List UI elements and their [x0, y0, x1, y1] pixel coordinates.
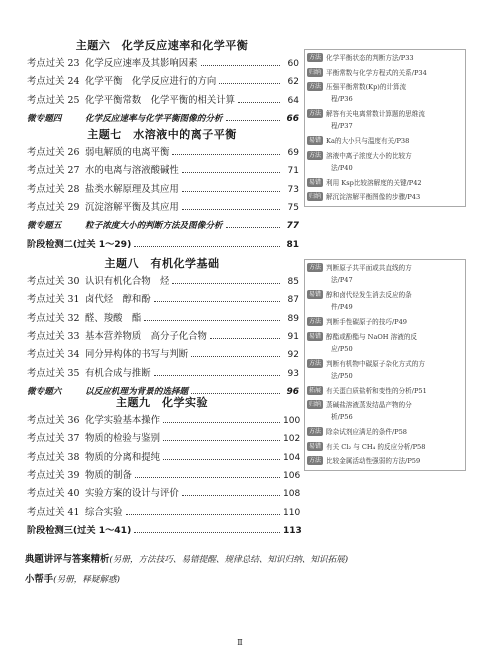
toc-code: 考点过关 36 [27, 415, 80, 426]
footer-helper-note: (另册，释疑解惑) [53, 575, 121, 585]
toc-row[interactable] [27, 484, 299, 499]
footer-answers-note: (另册，方法技巧、易错提醒、规律总结、知识归纳、知识拓展) [109, 555, 349, 565]
toc-row[interactable] [27, 72, 299, 87]
note-tag-badge: 方法 [309, 110, 322, 117]
toc-page-number: 75 [287, 202, 299, 213]
leader-dots [134, 245, 280, 247]
toc-special-row[interactable] [27, 216, 299, 231]
toc-code: 考点过关 30 [27, 276, 80, 287]
note-tag-badge: 方法 [309, 457, 322, 464]
leader-dots [163, 421, 280, 423]
toc-row[interactable] [27, 143, 299, 158]
footer-answers-line [25, 551, 348, 565]
toc-page-number: 92 [287, 350, 299, 361]
toc-title: 认识有机化合物 烃 [85, 276, 170, 287]
toc-code: 考点过关 31 [27, 294, 80, 306]
note-tag-badge: 方法 [309, 318, 322, 325]
note-text: 有关蛋白质盐析和变性的分析/P51 [326, 386, 427, 395]
toc-stage-row[interactable] [27, 521, 302, 536]
toc-row[interactable] [27, 448, 299, 463]
toc-row[interactable] [27, 198, 299, 213]
leader-dots [238, 101, 280, 103]
toc-title: 物质的检验与鉴别 [85, 433, 161, 445]
toc-row[interactable] [27, 54, 299, 69]
leader-dots [182, 171, 280, 173]
toc-page-number: 62 [287, 77, 299, 88]
toc-code: 微专题五 [27, 221, 62, 232]
footer-answers-title: 典题讲评与答案精析 [25, 554, 110, 565]
note-tag-badge: 易错 [309, 442, 322, 450]
footer-helper-line [25, 571, 120, 585]
leader-dots [210, 337, 280, 339]
toc-row[interactable] [27, 309, 299, 324]
note-text-continued: 程/P36 [331, 95, 353, 103]
toc-special-row[interactable] [27, 109, 299, 124]
toc-page-number: 69 [287, 148, 299, 158]
leader-dots [163, 439, 280, 441]
leader-dots [226, 119, 280, 121]
leader-dots [172, 153, 280, 155]
toc-page-number: 96 [286, 386, 299, 397]
note-tag-badge: 方法 [309, 264, 322, 271]
note-text: 化学平衡状态的判断方法/P33 [326, 54, 414, 62]
leader-dots [154, 374, 280, 376]
toc-code: 考点过关 33 [27, 330, 80, 342]
toc-row[interactable] [27, 429, 299, 444]
leader-dots [219, 82, 280, 84]
toc-code: 考点过关 32 [27, 312, 80, 324]
note-tag-badge: 方法 [309, 428, 322, 435]
toc-code: 考点过关 38 [27, 451, 80, 463]
toc-code: 阶段检测三(过关 1～41) [27, 524, 132, 536]
toc-page-number: 91 [287, 331, 299, 342]
page-number: Ⅱ [237, 638, 243, 647]
toc-page-number: 60 [287, 59, 299, 69]
toc-page-number: 64 [287, 95, 299, 106]
toc-row[interactable] [27, 91, 299, 106]
toc-code: 微专题六 [27, 386, 62, 397]
note-tag-badge: 归纳 [309, 401, 322, 408]
toc-row[interactable] [27, 411, 299, 426]
toc-row[interactable] [27, 161, 299, 176]
leader-dots [191, 355, 280, 357]
toc-title: 水的电离与溶液酸碱性 [85, 165, 179, 177]
notes-box-frame [304, 49, 466, 207]
note-tag-badge: 拓展 [309, 386, 322, 394]
leader-dots [135, 476, 280, 478]
toc-page-number: 93 [287, 368, 299, 379]
toc-title: 物质的制备 [85, 469, 132, 481]
toc-row[interactable] [27, 272, 299, 287]
toc-code: 考点过关 24 [27, 76, 80, 88]
toc-code: 考点过关 23 [27, 58, 80, 69]
note-tag-badge: 易错 [309, 178, 322, 186]
note-text-continued: 件/P49 [331, 303, 353, 311]
toc-page-number: 106 [283, 470, 301, 481]
leader-dots [144, 319, 280, 321]
leader-dots [182, 208, 280, 210]
toc-code: 考点过关 37 [27, 433, 80, 445]
toc-title: 沉淀溶解平衡及其应用 [85, 201, 179, 213]
toc-title: 基本营养物质 高分子化合物 [85, 330, 207, 342]
note-text-continued: 法/P47 [331, 276, 353, 284]
leader-dots [134, 531, 280, 533]
toc-page-number: 104 [283, 452, 301, 463]
toc-code: 考点过关 27 [27, 165, 80, 177]
toc-row[interactable] [27, 466, 299, 481]
note-text: 解沉淀溶解平衡图像的步骤/P43 [326, 193, 421, 201]
toc-page-number: 66 [286, 113, 299, 124]
note-text-continued: 法/P50 [331, 371, 353, 380]
footer-helper-title: 小帮手 [25, 574, 54, 585]
toc-page-number: 85 [287, 277, 299, 287]
note-tag-badge: 易错 [309, 291, 322, 298]
toc-code: 考点过关 26 [27, 147, 80, 158]
toc-code: 考点过关 34 [27, 349, 80, 361]
note-text: 除杂试剂应满足的条件/P58 [326, 428, 408, 436]
note-tag-badge: 归纳 [309, 68, 322, 76]
toc-row[interactable] [27, 364, 299, 379]
note-text: 醇酯或酚酯与 NaOH 溶液的反 [326, 332, 418, 341]
toc-code: 考点过关 28 [27, 183, 80, 195]
toc-code: 考点过关 40 [27, 488, 80, 500]
note-text-continued: 法/P40 [331, 163, 353, 172]
toc-title: 物质的分离和提纯 [85, 451, 161, 463]
toc-code: 考点过关 41 [27, 506, 80, 518]
toc-title: 以反应机理为背景的选择题 [85, 386, 189, 397]
toc-code: 考点过关 25 [27, 94, 80, 106]
note-text: 有关 Cl₂ 与 CH₄ 的反应分析/P58 [326, 442, 426, 451]
notes-box-frame [304, 259, 466, 471]
toc-title: 综合实验 [85, 506, 123, 518]
toc-title: 卤代烃 醇和酚 [85, 294, 151, 306]
toc-code: 考点过关 35 [27, 367, 80, 379]
toc-page-number: 113 [283, 525, 302, 536]
toc-stage-row[interactable] [27, 235, 299, 250]
toc-page-number: 108 [283, 489, 301, 500]
toc-page-number: 87 [287, 295, 299, 306]
note-text: 平衡常数与化学方程式的关系/P34 [326, 68, 427, 77]
note-text: 醇和卤代烃发生消去反应的条 [326, 291, 412, 299]
toc-row[interactable] [27, 327, 299, 342]
toc-title: 粒子浓度大小的判断方法及图像分析 [85, 221, 223, 232]
note-text: 溶液中离子浓度大小的比较方 [326, 151, 412, 160]
note-text: 利用 Ksp比较溶解度的关键/P42 [326, 178, 422, 187]
toc-title: 化学平衡常数 化学平衡的相关计算 [85, 94, 236, 106]
toc-title: 实验方案的设计与评价 [85, 488, 179, 500]
toc-title: 化学实验基本操作 [85, 415, 161, 426]
toc-title: 同分异构体的书写与判断 [85, 349, 189, 361]
note-tag-badge: 易错 [309, 137, 322, 144]
note-tag-badge: 方法 [309, 54, 322, 61]
leader-dots [126, 513, 280, 515]
toc-row[interactable] [27, 180, 299, 195]
note-text: 解答有关电离常数计算题的思维流 [326, 110, 425, 118]
note-tag-badge: 易错 [309, 332, 322, 340]
note-tag-badge: 方法 [309, 151, 322, 159]
toc-page-number: 110 [283, 507, 301, 518]
toc-title: 化学平衡 化学反应进行的方向 [85, 76, 217, 88]
note-text: 蒸碱盐溶液蒸发结晶产物的分 [326, 401, 412, 409]
toc-code: 考点过关 29 [27, 201, 80, 213]
toc-page-number: 100 [283, 416, 301, 426]
note-text: Ka的大小只与温度有关/P38 [326, 137, 410, 145]
note-text-continued: 程/P37 [331, 122, 353, 130]
section-heading: 主题八 有机化学基础 [104, 257, 220, 270]
note-text: 判断原子共平面或共直线的方 [326, 264, 412, 272]
note-text: 判断手性碳原子的技巧/P49 [326, 318, 408, 326]
toc-row[interactable] [27, 345, 299, 360]
note-text: 判断有机物中碳原子杂化方式的方 [326, 359, 425, 368]
toc-page-number: 102 [283, 434, 301, 445]
toc-row[interactable] [27, 503, 299, 518]
toc-title: 化学反应速率及其影响因素 [85, 58, 198, 69]
toc-code: 微专题四 [27, 113, 62, 124]
note-text: 压强平衡常数(Kp)的计算流 [326, 83, 407, 91]
toc-code: 考点过关 39 [27, 469, 80, 481]
toc-title: 弱电解质的电离平衡 [85, 147, 170, 158]
note-tag-badge: 方法 [309, 359, 322, 367]
toc-page-number: 89 [287, 313, 299, 324]
leader-dots [163, 458, 280, 460]
section-heading: 主题七 水溶液中的离子平衡 [87, 128, 237, 141]
leader-dots [182, 190, 280, 192]
section-heading: 主题九 化学实验 [116, 396, 208, 409]
toc-title: 盐类水解原理及其应用 [85, 183, 179, 195]
leader-dots [226, 226, 280, 228]
toc-page-number: 77 [286, 221, 299, 232]
leader-dots [154, 300, 280, 302]
toc-page-number: 81 [286, 239, 299, 250]
leader-dots [172, 282, 280, 284]
note-tag-badge: 方法 [309, 83, 322, 90]
leader-dots [201, 64, 280, 66]
note-text-continued: 应/P50 [331, 344, 353, 353]
toc-title: 化学反应速率与化学平衡图像的分析 [85, 113, 223, 124]
section-heading: 主题六 化学反应速率和化学平衡 [75, 39, 249, 52]
toc-title: 醛、羧酸 酯 [85, 312, 142, 324]
leader-dots [182, 494, 280, 496]
toc-page-number: 71 [287, 166, 299, 177]
toc-title: 有机合成与推断 [85, 367, 151, 379]
toc-page-number: 73 [287, 184, 299, 195]
note-tag-badge: 归纳 [309, 193, 322, 200]
note-text-continued: 析/P56 [331, 413, 353, 421]
note-text: 比较金属活动性强弱的方法/P59 [326, 457, 421, 465]
toc-code: 阶段检测二(过关 1～29) [27, 238, 132, 250]
toc-row[interactable] [27, 290, 299, 305]
